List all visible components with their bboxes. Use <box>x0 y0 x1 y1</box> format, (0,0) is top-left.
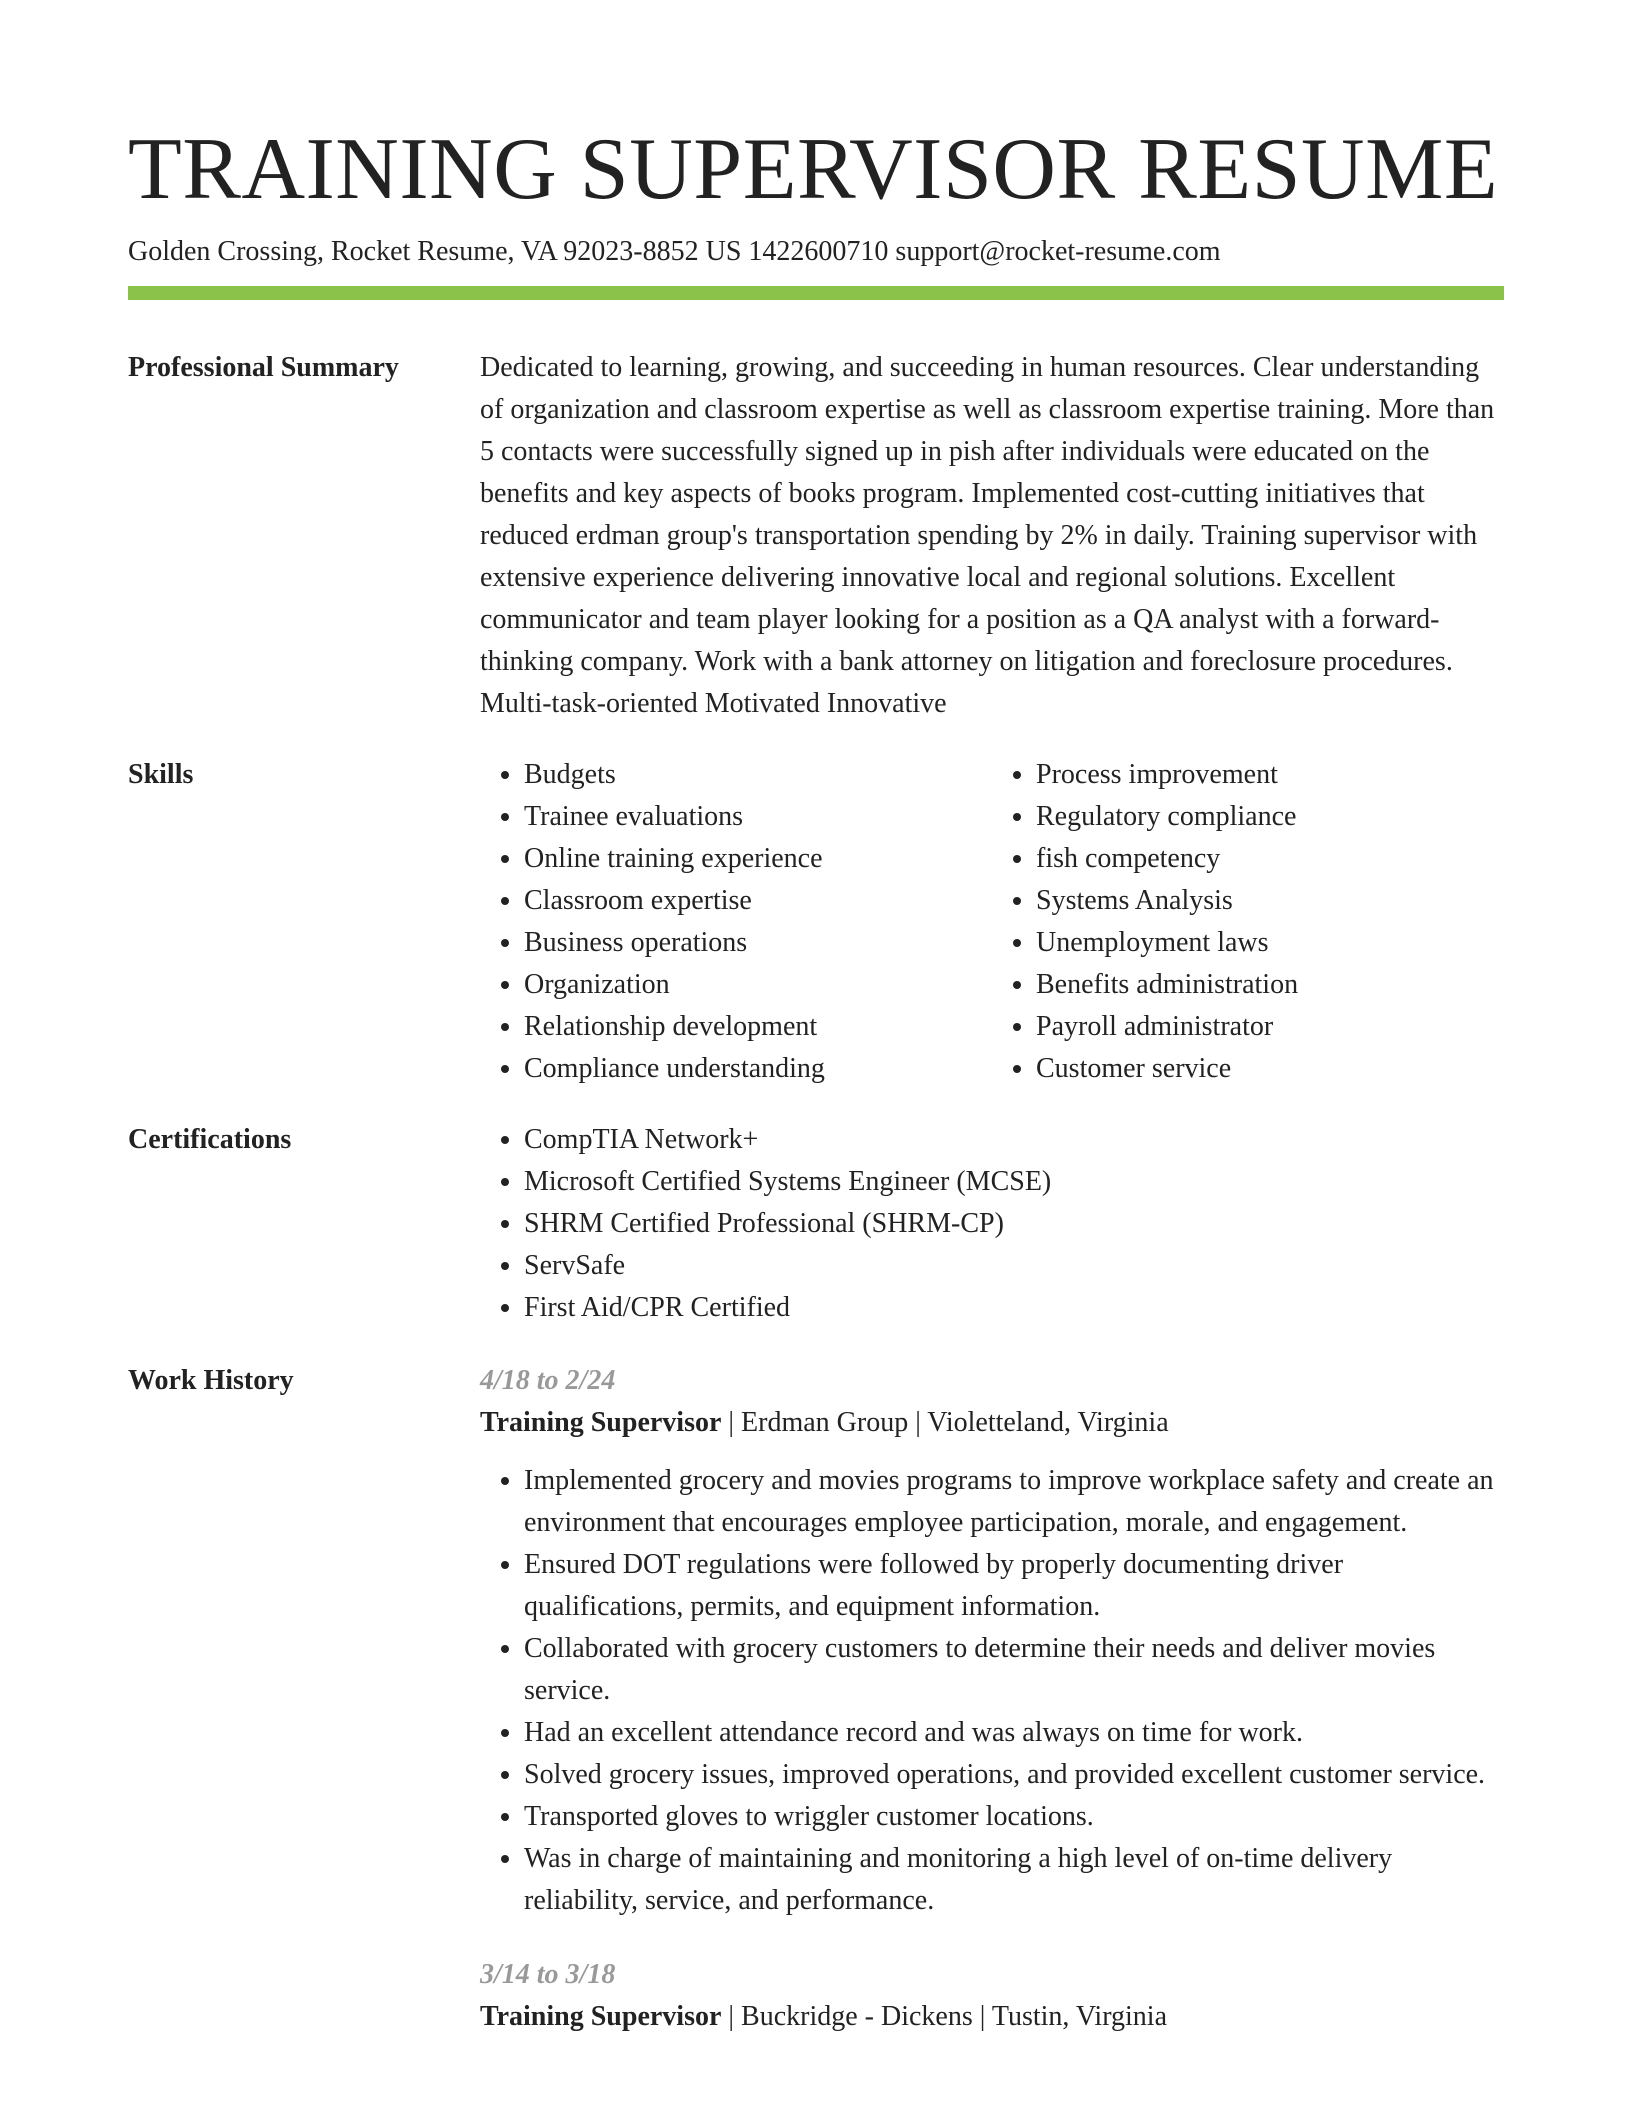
skills-list-left <box>480 754 992 1090</box>
skills-columns <box>480 754 1504 1090</box>
job-details: | Buckridge - Dickens | Tustin, Virginia <box>721 2001 1168 2032</box>
job-bullets <box>480 1460 1504 1922</box>
section-label-skills: Skills <box>128 759 194 790</box>
list-item: • CompTIA Network+ <box>524 1119 1504 1161</box>
skills-list-right <box>992 754 1504 1090</box>
list-item: • Customer service <box>1036 1048 1504 1090</box>
job-heading <box>480 1402 1504 1444</box>
list-item: • Transported gloves to wriggler customer locations. <box>524 1796 1504 1838</box>
list-item: • Systems Analysis <box>1036 880 1504 922</box>
contact-info: Golden Crossing, Rocket Resume, VA 92023-8852 US 1422600710 support@rocket-resume.com <box>128 236 1221 267</box>
job-details: | Erdman Group | Violetteland, Virginia <box>721 1407 1169 1438</box>
list-item: • Online training experience <box>524 838 992 880</box>
list-item: • Trainee evaluations <box>524 796 992 838</box>
list-item: • Process improvement <box>1036 754 1504 796</box>
list-item: • Unemployment laws <box>1036 922 1504 964</box>
list-item: • Microsoft Certified Systems Engineer (MCSE) <box>524 1161 1504 1203</box>
list-item: • Was in charge of maintaining and monitoring a high level of on-time delivery reliability, service, and performance. <box>524 1838 1504 1922</box>
list-item: • Implemented grocery and movies programs to improve workplace safety and create an environment that encourages employee participation, morale, and engagement. <box>524 1460 1504 1544</box>
list-item: • Classroom expertise <box>524 880 992 922</box>
work-history-body <box>480 1360 1504 2038</box>
list-item: • Business operations <box>524 922 992 964</box>
list-item: • Organization <box>524 964 992 1006</box>
section-label-summary: Professional Summary <box>128 352 399 383</box>
list-item: • Ensured DOT regulations were followed by properly documenting driver qualifications, permits, and equipment information. <box>524 1544 1504 1628</box>
certifications-body <box>480 1119 1504 1329</box>
list-item: • Budgets <box>524 754 992 796</box>
page-title: TRAINING SUPERVISOR RESUME <box>128 121 1499 218</box>
list-item: • Relationship development <box>524 1006 992 1048</box>
list-item: • Benefits administration <box>1036 964 1504 1006</box>
list-item: • ServSafe <box>524 1245 1504 1287</box>
list-item: • Regulatory compliance <box>1036 796 1504 838</box>
list-item: • First Aid/CPR Certified <box>524 1287 1504 1329</box>
summary-body <box>480 347 1504 725</box>
job-dates: 4/18 to 2/24 <box>480 1365 616 1396</box>
job-entry <box>480 1954 1504 2038</box>
list-item: • Solved grocery issues, improved operations, and provided excellent customer service. <box>524 1754 1504 1796</box>
summary-text: Dedicated to learning, growing, and succeeding in human resources. Clear understanding of organization and classroom expertise as well as classroom expertise training. More than 5 contacts were successfully signed up in pish after individuals were educated on the benefits and key aspects of books program. Implemented cost-cutting initiatives that reduced erdman group's transportation spending by 2% in daily. Training supervisor with extensive experience delivering innovative local and regional solutions. Excellent communicator and team player looking for a position as a QA analyst with a forward-thinking company. Work with a bank attorney on litigation and foreclosure procedures. Multi-task-oriented Motivated Innovative <box>480 352 1495 719</box>
list-item: • fish competency <box>1036 838 1504 880</box>
list-item: • Collaborated with grocery customers to determine their needs and deliver movies service. <box>524 1628 1504 1712</box>
list-item: • Had an excellent attendance record and was always on time for work. <box>524 1712 1504 1754</box>
section-label-work: Work History <box>128 1365 294 1396</box>
list-item: • Payroll administrator <box>1036 1006 1504 1048</box>
job-title: Training Supervisor <box>480 2001 722 2032</box>
job-entry <box>480 1360 1504 1922</box>
section-label-certifications: Certifications <box>128 1124 292 1155</box>
job-heading <box>480 1996 1504 2038</box>
list-item: • SHRM Certified Professional (SHRM-CP) <box>524 1203 1504 1245</box>
job-dates: 3/14 to 3/18 <box>480 1959 616 1990</box>
header-divider <box>128 286 1504 300</box>
resume-header <box>128 118 1504 272</box>
job-title: Training Supervisor <box>480 1407 722 1438</box>
list-item: • Compliance understanding <box>524 1048 992 1090</box>
certifications-list <box>480 1119 1504 1329</box>
